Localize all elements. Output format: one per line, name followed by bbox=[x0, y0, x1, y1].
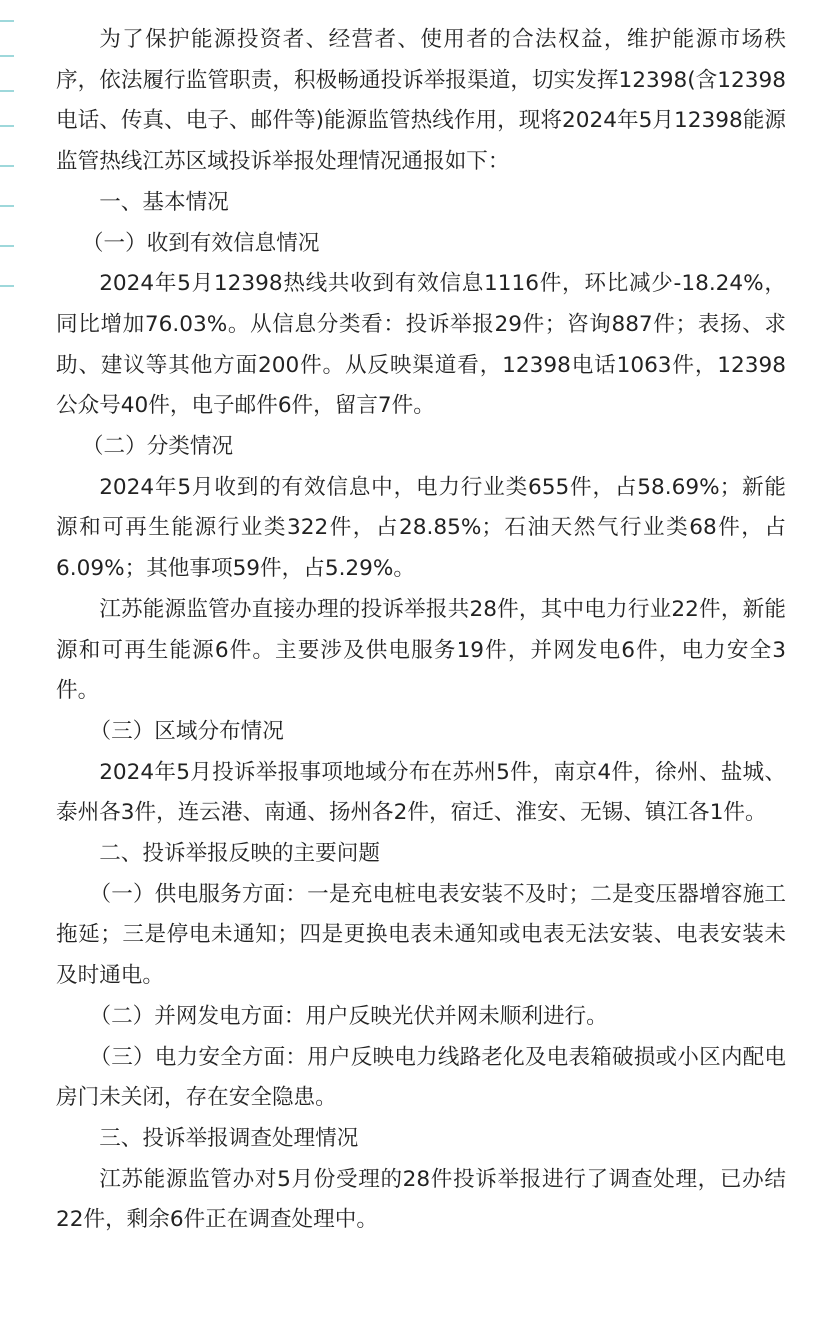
edge-decoration bbox=[0, 0, 20, 300]
paragraph-power-safety: （三）电力安全方面：用户反映电力线路老化及电表箱破损或小区内配电房门未关闭，存在安全隐患。 bbox=[56, 1044, 786, 1111]
subheading-classification: （二）分类情况 bbox=[81, 434, 234, 460]
edge-mark bbox=[0, 20, 14, 22]
edge-mark bbox=[0, 205, 14, 207]
notice-document bbox=[56, 20, 786, 1241]
paragraph-regional: 2024年5月投诉举报事项地域分布在苏州5件，南京4件，徐州、盐城、泰州各3件，连云港、南通、扬州各2件，宿迁、淮安、无锡、镇江各1件。 bbox=[56, 759, 786, 826]
edge-mark bbox=[0, 285, 14, 287]
subheading-regional: （三）区域分布情况 bbox=[89, 718, 284, 744]
paragraph-valid-info: 2024年5月12398热线共收到有效信息1116件，环比减少-18.24%，同比增加76.03%。从信息分类看：投诉举报29件；咨询887件；表扬、求助、建议等其他方面200件。从反映渠道看，12398电话1063件，12398公众号40件，电子邮件6件，留言7件。 bbox=[56, 271, 786, 419]
edge-mark bbox=[0, 125, 14, 127]
paragraph-grid-connection: （二）并网发电方面：用户反映光伏并网未顺利进行。 bbox=[89, 1003, 608, 1029]
paragraph-investigation: 江苏能源监管办对5月份受理的28件投诉举报进行了调查处理，已办结22件，剩余6件正在调查处理中。 bbox=[56, 1166, 786, 1233]
section-heading-basic: 一、基本情况 bbox=[99, 189, 229, 215]
paragraph-power-supply: （一）供电服务方面：一是充电桩电表安装不及时；二是变压器增容施工拖延；三是停电未通知；四是更换电表未通知或电表无法安装、电表安装未及时通电。 bbox=[56, 881, 786, 989]
paragraph-direct-handling: 江苏能源监管办直接办理的投诉举报共28件，其中电力行业22件，新能源和可再生能源6件。主要涉及供电服务19件，并网发电6件，电力安全3件。 bbox=[56, 596, 786, 704]
edge-mark bbox=[0, 90, 14, 92]
edge-mark bbox=[0, 55, 14, 57]
intro-paragraph: 为了保护能源投资者、经营者、使用者的合法权益，维护能源市场秩序，依法履行监管职责，积极畅通投诉举报渠道，切实发挥12398(含12398电话、传真、电子、邮件等)能源监管热线作用，现将2024年5月12398能源监管热线江苏区域投诉举报处理情况通报如下： bbox=[56, 27, 786, 175]
edge-mark bbox=[0, 245, 14, 247]
section-heading-investigation: 三、投诉举报调查处理情况 bbox=[99, 1125, 359, 1151]
subheading-valid-info: （一）收到有效信息情况 bbox=[81, 230, 320, 256]
paragraph-classification: 2024年5月收到的有效信息中，电力行业类655件，占58.69%；新能源和可再生能源行业类322件，占28.85%；石油天然气行业类68件，占6.09%；其他事项59件，占5.29%。 bbox=[56, 474, 786, 582]
section-heading-issues: 二、投诉举报反映的主要问题 bbox=[99, 841, 380, 867]
edge-mark bbox=[0, 165, 14, 167]
